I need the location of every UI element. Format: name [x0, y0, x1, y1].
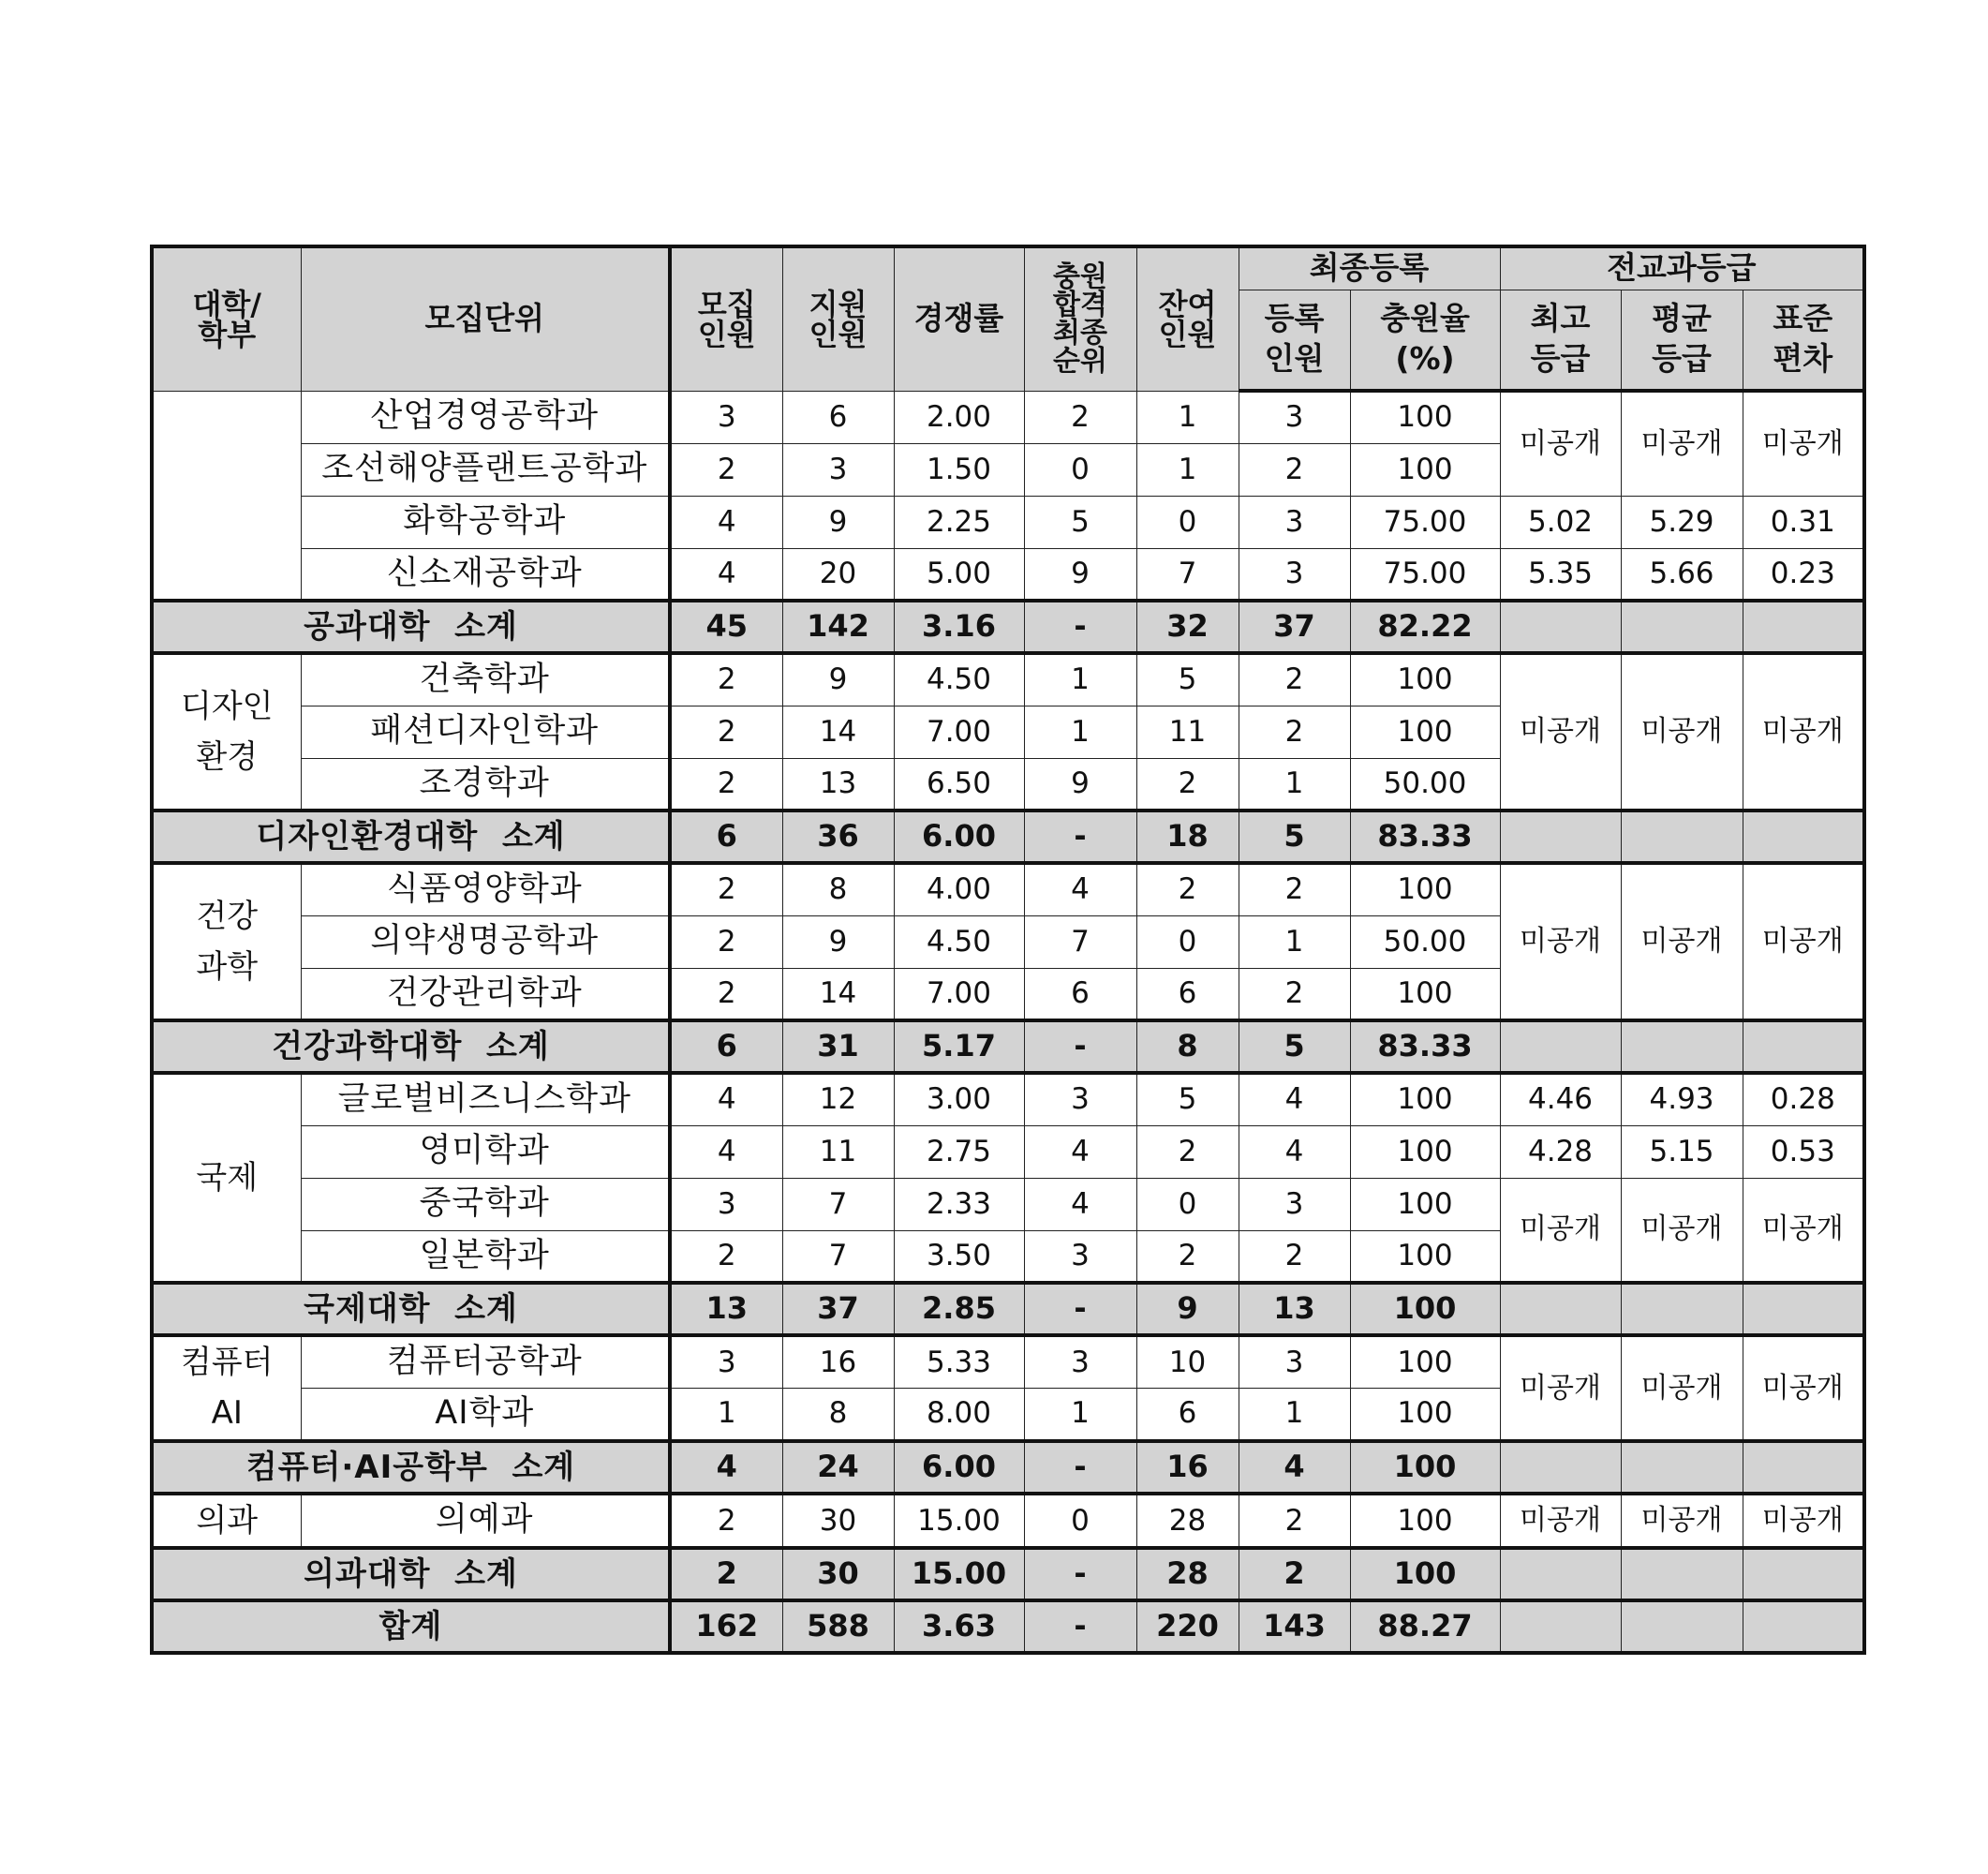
table-row [152, 1494, 1864, 1548]
admissions-results-table [150, 245, 1866, 1655]
registered-cell: 3 [1239, 1178, 1350, 1230]
ratio-cell: 5.33 [894, 1335, 1024, 1388]
top-grade-cell [1500, 1548, 1621, 1600]
avg-grade-cell: 미공개 [1621, 653, 1743, 811]
subtotal-label: 컴퓨터·AI공학부 소계 [152, 1441, 670, 1494]
quota-cell: 2 [670, 1494, 782, 1548]
applicants-cell: 12 [782, 1073, 894, 1125]
fill-rate-cell: 50.00 [1350, 758, 1500, 811]
remaining-cell: 220 [1136, 1600, 1239, 1653]
std-dev-cell [1743, 1441, 1864, 1494]
registered-cell: 2 [1239, 706, 1350, 758]
fill-rate-cell: 100 [1350, 1494, 1500, 1548]
top-grade-cell: 미공개 [1500, 653, 1621, 811]
avg-grade-cell: 5.15 [1621, 1125, 1743, 1178]
quota-cell: 162 [670, 1600, 782, 1653]
remaining-cell: 2 [1136, 863, 1239, 915]
avg-grade-cell [1621, 601, 1743, 653]
ratio-cell: 15.00 [894, 1494, 1024, 1548]
registered-cell: 2 [1239, 863, 1350, 915]
avg-grade-cell: 미공개 [1621, 1335, 1743, 1441]
unit-name: 의예과 [301, 1494, 670, 1548]
registered-cell: 13 [1239, 1283, 1350, 1335]
applicants-cell: 14 [782, 706, 894, 758]
registered-cell: 2 [1239, 443, 1350, 496]
fill-rate-cell: 100 [1350, 1125, 1500, 1178]
fill-rate-cell: 100 [1350, 1441, 1500, 1494]
top-grade-cell [1500, 811, 1621, 863]
registered-cell: 3 [1239, 391, 1350, 443]
fill-rate-cell: 75.00 [1350, 496, 1500, 548]
quota-cell: 4 [670, 496, 782, 548]
fill-rate-cell: 100 [1350, 1335, 1500, 1388]
fill-rate-cell: 88.27 [1350, 1600, 1500, 1653]
top-grade-cell [1500, 1020, 1621, 1073]
ratio-cell: 15.00 [894, 1548, 1024, 1600]
header-final-registration: 최종등록 [1239, 246, 1500, 290]
avg-grade-cell: 미공개 [1621, 1178, 1743, 1283]
avg-grade-cell: 5.66 [1621, 548, 1743, 601]
avg-grade-cell [1621, 1600, 1743, 1653]
fill-rate-cell: 100 [1350, 1178, 1500, 1230]
applicants-cell: 3 [782, 443, 894, 496]
college-design: 디자인 환경 [152, 653, 301, 811]
applicants-cell: 20 [782, 548, 894, 601]
remaining-cell: 11 [1136, 706, 1239, 758]
remaining-cell: 9 [1136, 1283, 1239, 1335]
unit-name: 건강관리학과 [301, 968, 670, 1020]
unit-name: 컴퓨터공학과 [301, 1335, 670, 1388]
unit-name: 식품영양학과 [301, 863, 670, 915]
college-international: 국제 [152, 1073, 301, 1283]
header-quota: 모집 인원 [670, 246, 782, 391]
avg-grade-cell: 4.93 [1621, 1073, 1743, 1125]
total-row [152, 1600, 1864, 1653]
registered-cell: 2 [1239, 1230, 1350, 1283]
std-dev-cell: 미공개 [1743, 391, 1864, 496]
top-grade-cell: 4.46 [1500, 1073, 1621, 1125]
rank-cell: - [1024, 1441, 1136, 1494]
subtotal-row-design [152, 811, 1864, 863]
subtotal-label: 국제대학 소계 [152, 1283, 670, 1335]
std-dev-cell [1743, 1020, 1864, 1073]
table-row [152, 1125, 1864, 1178]
subtotal-row-computer-ai [152, 1441, 1864, 1494]
table-row [152, 1178, 1864, 1230]
applicants-cell: 37 [782, 1283, 894, 1335]
remaining-cell: 0 [1136, 496, 1239, 548]
college-computer-ai: 컴퓨터 AI [152, 1335, 301, 1441]
std-dev-cell: 미공개 [1743, 653, 1864, 811]
fill-rate-cell: 100 [1350, 1230, 1500, 1283]
header-unit: 모집단위 [301, 246, 670, 391]
std-dev-cell [1743, 1600, 1864, 1653]
header-std-dev: 표준 편차 [1743, 290, 1864, 391]
avg-grade-cell [1621, 1283, 1743, 1335]
applicants-cell: 31 [782, 1020, 894, 1073]
std-dev-cell: 0.28 [1743, 1073, 1864, 1125]
unit-name: 조선해양플랜트공학과 [301, 443, 670, 496]
ratio-cell: 3.16 [894, 601, 1024, 653]
table-row [152, 653, 1864, 706]
std-dev-cell: 미공개 [1743, 1335, 1864, 1441]
remaining-cell: 6 [1136, 1388, 1239, 1440]
applicants-cell: 588 [782, 1600, 894, 1653]
unit-name: 신소재공학과 [301, 548, 670, 601]
quota-cell: 2 [670, 1230, 782, 1283]
header-remaining: 잔여 인원 [1136, 246, 1239, 391]
remaining-cell: 2 [1136, 758, 1239, 811]
remaining-cell: 10 [1136, 1335, 1239, 1388]
remaining-cell: 28 [1136, 1494, 1239, 1548]
fill-rate-cell: 50.00 [1350, 915, 1500, 968]
quota-cell: 2 [670, 968, 782, 1020]
quota-cell: 2 [670, 863, 782, 915]
remaining-cell: 18 [1136, 811, 1239, 863]
header-waitlist-rank: 충원 합격 최종 순위 [1024, 246, 1136, 391]
remaining-cell: 28 [1136, 1548, 1239, 1600]
remaining-cell: 16 [1136, 1441, 1239, 1494]
registered-cell: 37 [1239, 601, 1350, 653]
header-avg-grade: 평균 등급 [1621, 290, 1743, 391]
table-row [152, 1073, 1864, 1125]
rank-cell: - [1024, 1600, 1136, 1653]
applicants-cell: 24 [782, 1441, 894, 1494]
std-dev-cell [1743, 601, 1864, 653]
registered-cell: 143 [1239, 1600, 1350, 1653]
subtotal-label: 의과대학 소계 [152, 1548, 670, 1600]
avg-grade-cell: 5.29 [1621, 496, 1743, 548]
table-row [152, 863, 1864, 915]
header-top-grade: 최고 등급 [1500, 290, 1621, 391]
ratio-cell: 3.00 [894, 1073, 1024, 1125]
registered-cell: 2 [1239, 1548, 1350, 1600]
rank-cell: - [1024, 1020, 1136, 1073]
quota-cell: 4 [670, 1441, 782, 1494]
ratio-cell: 2.33 [894, 1178, 1024, 1230]
unit-name: 화학공학과 [301, 496, 670, 548]
ratio-cell: 2.85 [894, 1283, 1024, 1335]
registered-cell: 2 [1239, 968, 1350, 1020]
applicants-cell: 30 [782, 1494, 894, 1548]
rank-cell: 1 [1024, 1388, 1136, 1440]
quota-cell: 13 [670, 1283, 782, 1335]
rank-cell: 9 [1024, 548, 1136, 601]
quota-cell: 2 [670, 443, 782, 496]
fill-rate-cell: 83.33 [1350, 1020, 1500, 1073]
rank-cell: 0 [1024, 1494, 1136, 1548]
subtotal-label: 건강과학대학 소계 [152, 1020, 670, 1073]
std-dev-cell [1743, 811, 1864, 863]
ratio-cell: 1.50 [894, 443, 1024, 496]
applicants-cell: 9 [782, 653, 894, 706]
std-dev-cell [1743, 1283, 1864, 1335]
unit-name: 조경학과 [301, 758, 670, 811]
header-ratio: 경쟁률 [894, 246, 1024, 391]
subtotal-row-engineering [152, 601, 1864, 653]
remaining-cell: 6 [1136, 968, 1239, 1020]
applicants-cell: 11 [782, 1125, 894, 1178]
avg-grade-cell [1621, 1548, 1743, 1600]
rank-cell: 3 [1024, 1073, 1136, 1125]
applicants-cell: 13 [782, 758, 894, 811]
registered-cell: 4 [1239, 1441, 1350, 1494]
rank-cell: 2 [1024, 391, 1136, 443]
table-row [152, 496, 1864, 548]
applicants-cell: 9 [782, 915, 894, 968]
fill-rate-cell: 83.33 [1350, 811, 1500, 863]
registered-cell: 1 [1239, 758, 1350, 811]
quota-cell: 3 [670, 1178, 782, 1230]
std-dev-cell: 미공개 [1743, 1494, 1864, 1548]
applicants-cell: 7 [782, 1230, 894, 1283]
quota-cell: 6 [670, 811, 782, 863]
ratio-cell: 6.00 [894, 811, 1024, 863]
quota-cell: 3 [670, 391, 782, 443]
unit-name: 중국학과 [301, 1178, 670, 1230]
total-label: 합계 [152, 1600, 670, 1653]
quota-cell: 2 [670, 1548, 782, 1600]
std-dev-cell: 미공개 [1743, 863, 1864, 1020]
rank-cell: 1 [1024, 653, 1136, 706]
ratio-cell: 6.50 [894, 758, 1024, 811]
fill-rate-cell: 100 [1350, 968, 1500, 1020]
registered-cell: 3 [1239, 496, 1350, 548]
ratio-cell: 5.00 [894, 548, 1024, 601]
remaining-cell: 2 [1136, 1230, 1239, 1283]
fill-rate-cell: 100 [1350, 653, 1500, 706]
registered-cell: 4 [1239, 1125, 1350, 1178]
header-applicants: 지원 인원 [782, 246, 894, 391]
quota-cell: 1 [670, 1388, 782, 1440]
unit-name: 영미학과 [301, 1125, 670, 1178]
remaining-cell: 0 [1136, 915, 1239, 968]
ratio-cell: 2.75 [894, 1125, 1024, 1178]
fill-rate-cell: 100 [1350, 443, 1500, 496]
header-reg-count: 등록 인원 [1239, 290, 1350, 391]
rank-cell: 5 [1024, 496, 1136, 548]
remaining-cell: 32 [1136, 601, 1239, 653]
registered-cell: 2 [1239, 653, 1350, 706]
applicants-cell: 6 [782, 391, 894, 443]
unit-name: 패션디자인학과 [301, 706, 670, 758]
rank-cell: - [1024, 1283, 1136, 1335]
college-engineering [152, 391, 301, 601]
quota-cell: 4 [670, 1125, 782, 1178]
rank-cell: 3 [1024, 1335, 1136, 1388]
unit-name: AI학과 [301, 1388, 670, 1440]
top-grade-cell: 4.28 [1500, 1125, 1621, 1178]
remaining-cell: 2 [1136, 1125, 1239, 1178]
fill-rate-cell: 75.00 [1350, 548, 1500, 601]
quota-cell: 4 [670, 1073, 782, 1125]
remaining-cell: 5 [1136, 653, 1239, 706]
remaining-cell: 8 [1136, 1020, 1239, 1073]
rank-cell: - [1024, 1548, 1136, 1600]
registered-cell: 1 [1239, 915, 1350, 968]
fill-rate-cell: 100 [1350, 1548, 1500, 1600]
avg-grade-cell: 미공개 [1621, 863, 1743, 1020]
top-grade-cell: 5.35 [1500, 548, 1621, 601]
rank-cell: 3 [1024, 1230, 1136, 1283]
subtotal-row-medicine [152, 1548, 1864, 1600]
quota-cell: 6 [670, 1020, 782, 1073]
avg-grade-cell: 미공개 [1621, 391, 1743, 496]
fill-rate-cell: 100 [1350, 863, 1500, 915]
header-grade-group: 전교과등급 [1500, 246, 1864, 290]
rank-cell: 7 [1024, 915, 1136, 968]
applicants-cell: 8 [782, 1388, 894, 1440]
fill-rate-cell: 100 [1350, 706, 1500, 758]
ratio-cell: 2.00 [894, 391, 1024, 443]
quota-cell: 4 [670, 548, 782, 601]
ratio-cell: 3.50 [894, 1230, 1024, 1283]
rank-cell: - [1024, 811, 1136, 863]
college-health: 건강 과학 [152, 863, 301, 1020]
ratio-cell: 5.17 [894, 1020, 1024, 1073]
top-grade-cell: 5.02 [1500, 496, 1621, 548]
rank-cell: 1 [1024, 706, 1136, 758]
ratio-cell: 6.00 [894, 1441, 1024, 1494]
registered-cell: 5 [1239, 1020, 1350, 1073]
subtotal-row-international [152, 1283, 1864, 1335]
subtotal-label: 공과대학 소계 [152, 601, 670, 653]
subtotal-label: 디자인환경대학 소계 [152, 811, 670, 863]
top-grade-cell: 미공개 [1500, 1178, 1621, 1283]
fill-rate-cell: 100 [1350, 1283, 1500, 1335]
rank-cell: 0 [1024, 443, 1136, 496]
applicants-cell: 36 [782, 811, 894, 863]
remaining-cell: 5 [1136, 1073, 1239, 1125]
applicants-cell: 16 [782, 1335, 894, 1388]
ratio-cell: 7.00 [894, 706, 1024, 758]
applicants-cell: 30 [782, 1548, 894, 1600]
fill-rate-cell: 100 [1350, 391, 1500, 443]
std-dev-cell: 0.53 [1743, 1125, 1864, 1178]
top-grade-cell: 미공개 [1500, 1335, 1621, 1441]
quota-cell: 2 [670, 706, 782, 758]
top-grade-cell [1500, 601, 1621, 653]
std-dev-cell [1743, 1548, 1864, 1600]
rank-cell: 9 [1024, 758, 1136, 811]
subtotal-row-health [152, 1020, 1864, 1073]
ratio-cell: 3.63 [894, 1600, 1024, 1653]
applicants-cell: 9 [782, 496, 894, 548]
fill-rate-cell: 100 [1350, 1388, 1500, 1440]
registered-cell: 2 [1239, 1494, 1350, 1548]
registered-cell: 3 [1239, 1335, 1350, 1388]
std-dev-cell: 0.23 [1743, 548, 1864, 601]
remaining-cell: 0 [1136, 1178, 1239, 1230]
remaining-cell: 1 [1136, 391, 1239, 443]
applicants-cell: 8 [782, 863, 894, 915]
table-row [152, 391, 1864, 443]
ratio-cell: 8.00 [894, 1388, 1024, 1440]
top-grade-cell: 미공개 [1500, 863, 1621, 1020]
quota-cell: 2 [670, 915, 782, 968]
avg-grade-cell [1621, 811, 1743, 863]
table-row [152, 1335, 1864, 1388]
avg-grade-cell [1621, 1441, 1743, 1494]
ratio-cell: 4.50 [894, 915, 1024, 968]
quota-cell: 2 [670, 653, 782, 706]
top-grade-cell: 미공개 [1500, 391, 1621, 496]
top-grade-cell [1500, 1283, 1621, 1335]
avg-grade-cell [1621, 1020, 1743, 1073]
header-row-1 [152, 246, 1864, 290]
rank-cell: 6 [1024, 968, 1136, 1020]
registered-cell: 5 [1239, 811, 1350, 863]
header-fill-rate: 충원율 (%) [1350, 290, 1500, 391]
registered-cell: 3 [1239, 548, 1350, 601]
remaining-cell: 7 [1136, 548, 1239, 601]
rank-cell: 4 [1024, 1178, 1136, 1230]
avg-grade-cell: 미공개 [1621, 1494, 1743, 1548]
rank-cell: 4 [1024, 863, 1136, 915]
fill-rate-cell: 100 [1350, 1073, 1500, 1125]
std-dev-cell: 0.31 [1743, 496, 1864, 548]
unit-name: 글로벌비즈니스학과 [301, 1073, 670, 1125]
ratio-cell: 4.50 [894, 653, 1024, 706]
unit-name: 의약생명공학과 [301, 915, 670, 968]
quota-cell: 45 [670, 601, 782, 653]
fill-rate-cell: 82.22 [1350, 601, 1500, 653]
registered-cell: 4 [1239, 1073, 1350, 1125]
rank-cell: - [1024, 601, 1136, 653]
applicants-cell: 14 [782, 968, 894, 1020]
ratio-cell: 4.00 [894, 863, 1024, 915]
unit-name: 건축학과 [301, 653, 670, 706]
college-medicine: 의과 [152, 1494, 301, 1548]
header-college: 대학/ 학부 [152, 246, 301, 391]
std-dev-cell: 미공개 [1743, 1178, 1864, 1283]
ratio-cell: 7.00 [894, 968, 1024, 1020]
rank-cell: 4 [1024, 1125, 1136, 1178]
top-grade-cell [1500, 1600, 1621, 1653]
registered-cell: 1 [1239, 1388, 1350, 1440]
unit-name: 산업경영공학과 [301, 391, 670, 443]
top-grade-cell: 미공개 [1500, 1494, 1621, 1548]
quota-cell: 2 [670, 758, 782, 811]
table-row [152, 548, 1864, 601]
unit-name: 일본학과 [301, 1230, 670, 1283]
top-grade-cell [1500, 1441, 1621, 1494]
quota-cell: 3 [670, 1335, 782, 1388]
applicants-cell: 7 [782, 1178, 894, 1230]
ratio-cell: 2.25 [894, 496, 1024, 548]
remaining-cell: 1 [1136, 443, 1239, 496]
applicants-cell: 142 [782, 601, 894, 653]
